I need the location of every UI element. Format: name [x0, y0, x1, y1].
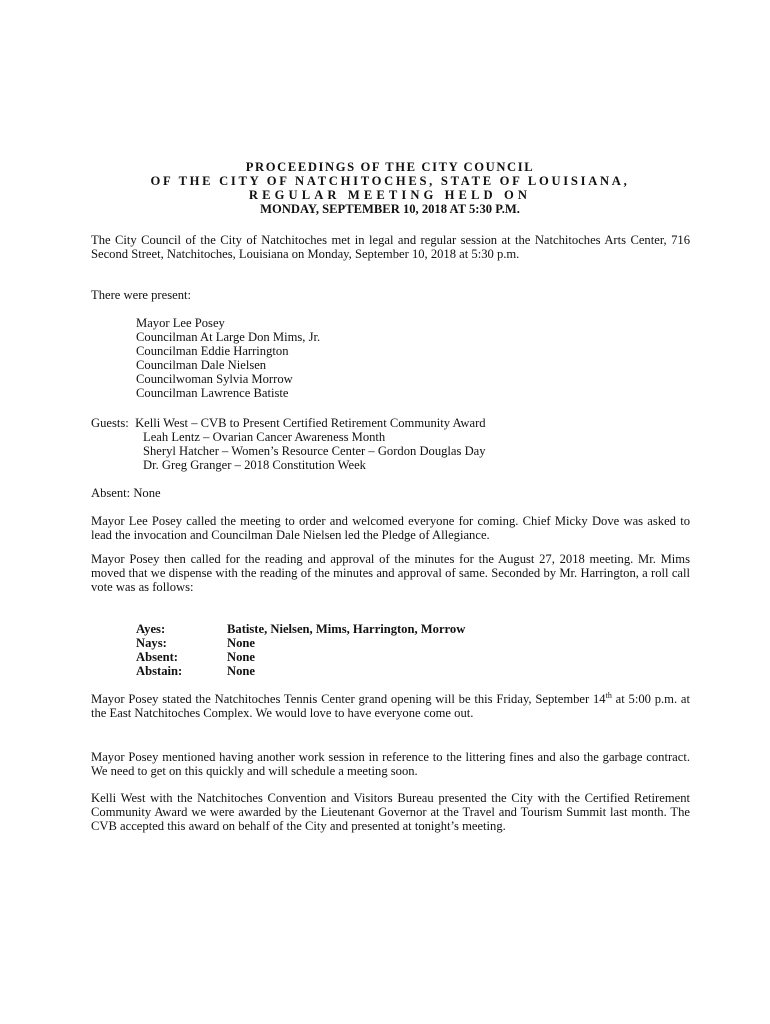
document-title [90, 160, 690, 216]
call-to-order-paragraph: Mayor Lee Posey called the meeting to order and welcomed everyone for coming. Chief Micky Dove was asked to lead the invocation and Councilman Dale Nielsen led the Pledge of Allegiance. [91, 514, 690, 542]
title-line-3: REGULAR MEETING HELD ON [248, 188, 532, 202]
vote-value: None [227, 650, 255, 664]
vote-row [136, 650, 465, 664]
vote-row [136, 622, 465, 636]
present-item: Councilman Dale Nielsen [136, 358, 267, 372]
tennis-text-rest: at 5:00 p.m. at the East Natchitoches Complex. We would love to have everyone come out. [91, 692, 690, 720]
tennis-text: Mayor Posey stated the Natchitoches Tennis Center grand opening will be this Friday, September 14 [91, 692, 606, 706]
vote-row [136, 636, 465, 650]
title-line-2: OF THE CITY OF NATCHITOCHES, STATE OF LOUISIANA, [150, 174, 630, 188]
guest-name: Kelli West – CVB to Present Certified Retirement Community Award [135, 416, 486, 430]
vote-label: Abstain: [136, 664, 183, 678]
vote-label: Absent: [136, 650, 178, 664]
vote-value: None [227, 636, 255, 650]
vote-label: Ayes: [136, 622, 166, 636]
vote-value: None [227, 664, 255, 678]
vote-label: Nays: [136, 636, 167, 650]
cvb-award-paragraph: Kelli West with the Natchitoches Convention and Visitors Bureau presented the City with the Certified Retirement Community Award we were awarded by the Lieutenant Governor at the Travel and Tourism Summit last month. The CVB accepted this award on behalf of the City and presented at tonight’s meeting. [91, 791, 690, 833]
vote-value: Batiste, Nielsen, Mims, Harrington, Morrow [227, 622, 466, 636]
guest-item: Dr. Greg Granger – 2018 Constitution Week [143, 458, 366, 472]
guests-label: Guests: [91, 416, 129, 430]
vote-row [136, 664, 465, 678]
ordinal-suffix: th [605, 690, 612, 700]
absent-line: Absent: None [91, 486, 161, 500]
present-item: Councilwoman Sylvia Morrow [136, 372, 293, 386]
title-line-4: MONDAY, SEPTEMBER 10, 2018 AT 5:30 P.M. [260, 202, 520, 216]
intro-paragraph: The City Council of the City of Natchitoches met in legal and regular session at the Natchitoches Arts Center, 716 Second Street, Natchitoches, Louisiana on Monday, September 10, 2018 at 5:30 p.m. [91, 233, 690, 261]
present-item: Councilman At Large Don Mims, Jr. [136, 330, 321, 344]
guest-item: Leah Lentz – Ovarian Cancer Awareness Month [143, 430, 386, 444]
title-line-1: PROCEEDINGS OF THE CITY COUNCIL [245, 160, 535, 174]
guests-list [91, 416, 486, 472]
roll-call-vote [136, 622, 465, 678]
tennis-center-paragraph [91, 692, 690, 720]
present-item: Councilman Eddie Harrington [136, 344, 289, 358]
guest-item [91, 416, 486, 430]
present-label: There were present: [91, 288, 191, 302]
present-item: Mayor Lee Posey [136, 316, 225, 330]
work-session-paragraph: Mayor Posey mentioned having another work session in reference to the littering fines and also the garbage contract. We need to get on this quickly and will schedule a meeting soon. [91, 750, 690, 778]
guest-item: Sheryl Hatcher – Women’s Resource Center – Gordon Douglas Day [143, 444, 486, 458]
minutes-paragraph: Mayor Posey then called for the reading and approval of the minutes for the August 27, 2018 meeting. Mr. Mims moved that we dispense with the reading of the minutes and approval of same. Seconded by Mr. Harrington, a roll call vote was as follows: [91, 552, 690, 594]
present-item: Councilman Lawrence Batiste [136, 386, 289, 400]
present-list [136, 316, 320, 400]
